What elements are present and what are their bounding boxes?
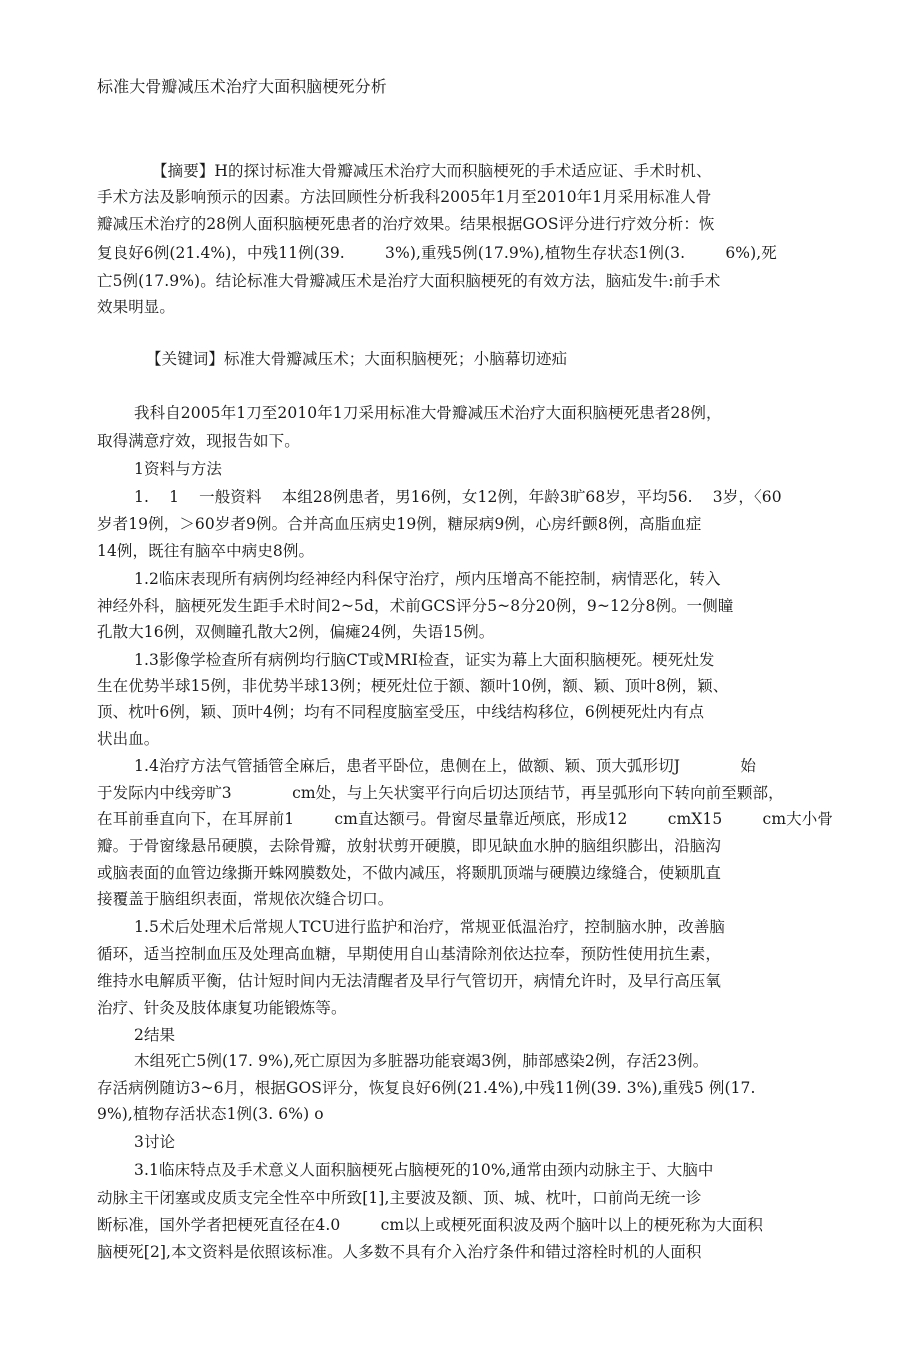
paragraph-line: 瓣。于骨窗缘悬吊硬膜，去除骨瓣，放射状剪开硬膜，即见缺血水肿的脑组织膨出，沿脑沟 xyxy=(97,837,722,855)
abstract-line: 【摘要】H的探讨标准大骨瓣减压术治疗大而积脑梗死的手术适应证、手术时机、 xyxy=(152,162,712,180)
paragraph-line: 治疗、针灸及肢体康复功能锻炼等。 xyxy=(97,999,347,1017)
abstract-line: 效果明显。 xyxy=(97,298,176,316)
paragraph-line: 14例，既往有脑卒中病史8例。 xyxy=(97,542,315,560)
paragraph-line: 于发际内中线旁旷3 cm处，与上矢状窦平行向后切达顶结节，再呈弧形向下转向前至颗部， xyxy=(97,784,784,802)
paragraph-line: 1.2临床表现所有病例均经神经内科保守治疗，颅内压增高不能控制，病情恶化，转入 xyxy=(134,570,721,588)
abstract-line: 瓣减压术治疗的28例人面积脑梗死患者的治疗效果。结果根据GOS评分进行疗效分析：恢 xyxy=(97,215,715,233)
paragraph-line: 岁者19例，＞60岁者9例。合并高血压病史19例，糖尿病9例，心房纤颤8例，高脂血症 xyxy=(97,515,702,533)
paragraph-line: 或脑表面的血管边缘撕开蛛网膜数处，不做内减压，将颞肌顶端与硬膜边缘缝合，使颖肌直 xyxy=(97,864,722,882)
paragraph-line: 存活病例随访3~6月，根据GOS评分，恢复良好6例(21.4%),中残11例(39. 3%),重残5 例(17. xyxy=(97,1079,756,1097)
paragraph-line: 顶、枕叶6例，颖、顶叶4例；均有不同程度脑室受压，中线结构移位，6例梗死灶内有点 xyxy=(97,703,705,721)
abstract-line: 复良好6例(21.4%)，中残11例(39. 3%),重残5例(17.9%),植物生存状态1例(3. 6%),死 xyxy=(97,244,777,262)
abstract-line: 亡5例(17.9%)。结论标准大骨瓣减压术是治疗大面积脑梗死的有效方法，脑疝发牛:前手术 xyxy=(97,272,721,290)
section-heading: 2结果 xyxy=(134,1026,176,1044)
section-heading: 1资料与方法 xyxy=(134,460,222,478)
paragraph-line: 生在优势半球15例，非优势半球13例；梗死灶位于额、额叶10例，额、颖、顶叶8例，颖、 xyxy=(97,677,729,695)
paragraph-line: 木组死亡5例(17. 9%),死亡原因为多脏器功能衰竭3例，肺部感染2例，存活23例。 xyxy=(134,1052,709,1070)
paragraph-line: 取得满意疗效，现报告如下。 xyxy=(97,432,300,450)
paragraph-line: 孔散大16例，双侧瞳孔散大2例，偏瘫24例，失语15例。 xyxy=(97,623,495,641)
paragraph-line: 9%),植物存活状态1例(3. 6%) o xyxy=(97,1105,324,1123)
paragraph-line: 动脉主干闭塞或皮质支完全性卒中所致[1],主要波及额、顶、城、枕叶，口前尚无统一诊 xyxy=(97,1189,702,1207)
paragraph-line: 1.4治疗方法气管插管全麻后，患者平卧位，患侧在上，做额、颖、顶大弧形切J 始 xyxy=(134,757,756,775)
paragraph-line: 神经外科，脑梗死发生距手术时间2~5d，术前GCS评分5~8分20例，9~12分8例。一侧瞳 xyxy=(97,597,734,615)
section-heading: 3讨论 xyxy=(134,1133,176,1151)
paragraph-line: 1.5术后处理术后常规人TCU进行监护和治疗，常规亚低温治疗，控制脑水肿，改善脑 xyxy=(134,918,725,936)
paragraph-line: 接覆盖于脑组织表面，常规依次缝合切口。 xyxy=(97,890,394,908)
keywords-line: 【关键词】标准大骨瓣减压术；大面积脑梗死；小脑幕切迹疝 xyxy=(146,350,568,368)
paragraph-line: 状出血。 xyxy=(97,730,160,748)
paragraph-line: 我科自2005年1刀至2010年1刀采用标准大骨瓣减压术治疗大面积脑梗死患者28例， xyxy=(134,404,722,422)
paragraph-line: 断标准，国外学者把梗死直径在4.0 cm以上或梗死面积波及两个脑叶以上的梗死称为大面积 xyxy=(97,1216,763,1234)
paragraph-line: 维持水电解质平衡，估计短时间内无法清醒者及早行气管切开，病情允许时，及早行高压氧 xyxy=(97,972,722,990)
document-title: 标准大骨瓣减压术治疗大面积脑梗死分析 xyxy=(97,77,387,96)
paragraph-line: 循环，适当控制血压及处理高血糖，早期使用自山基清除剂依达拉奉，预防性使用抗生素， xyxy=(97,945,722,963)
paragraph-line: 脑梗死[2],本文资料是依照该标准。人多数不具有介入治疗条件和错过溶栓时机的人面积 xyxy=(97,1243,702,1261)
paragraph-line: 3.1临床特点及手术意义人面积脑梗死占脑梗死的10%,通常由颈内动脉主于、大脑中 xyxy=(134,1161,714,1179)
abstract-line: 手术方法及影响预示的因素。方法回顾性分析我科2005年1月至2010年1月采用标准人骨 xyxy=(97,188,712,206)
paragraph-line: 在耳前垂直向下，在耳屏前1 cm直达额弓。骨窗尽量靠近颅底，形成12 cmX15 cm大小骨 xyxy=(97,810,833,828)
paragraph-line: 1.3影像学检查所有病例均行脑CT或MRI检查，证实为幕上大面积脑梗死。梗死灶发 xyxy=(134,651,715,669)
paragraph-line: 1. 1 一般资料 本组28例患者，男16例，女12例，年龄3旷68岁，平均56. 3岁，〈60 xyxy=(134,488,782,506)
